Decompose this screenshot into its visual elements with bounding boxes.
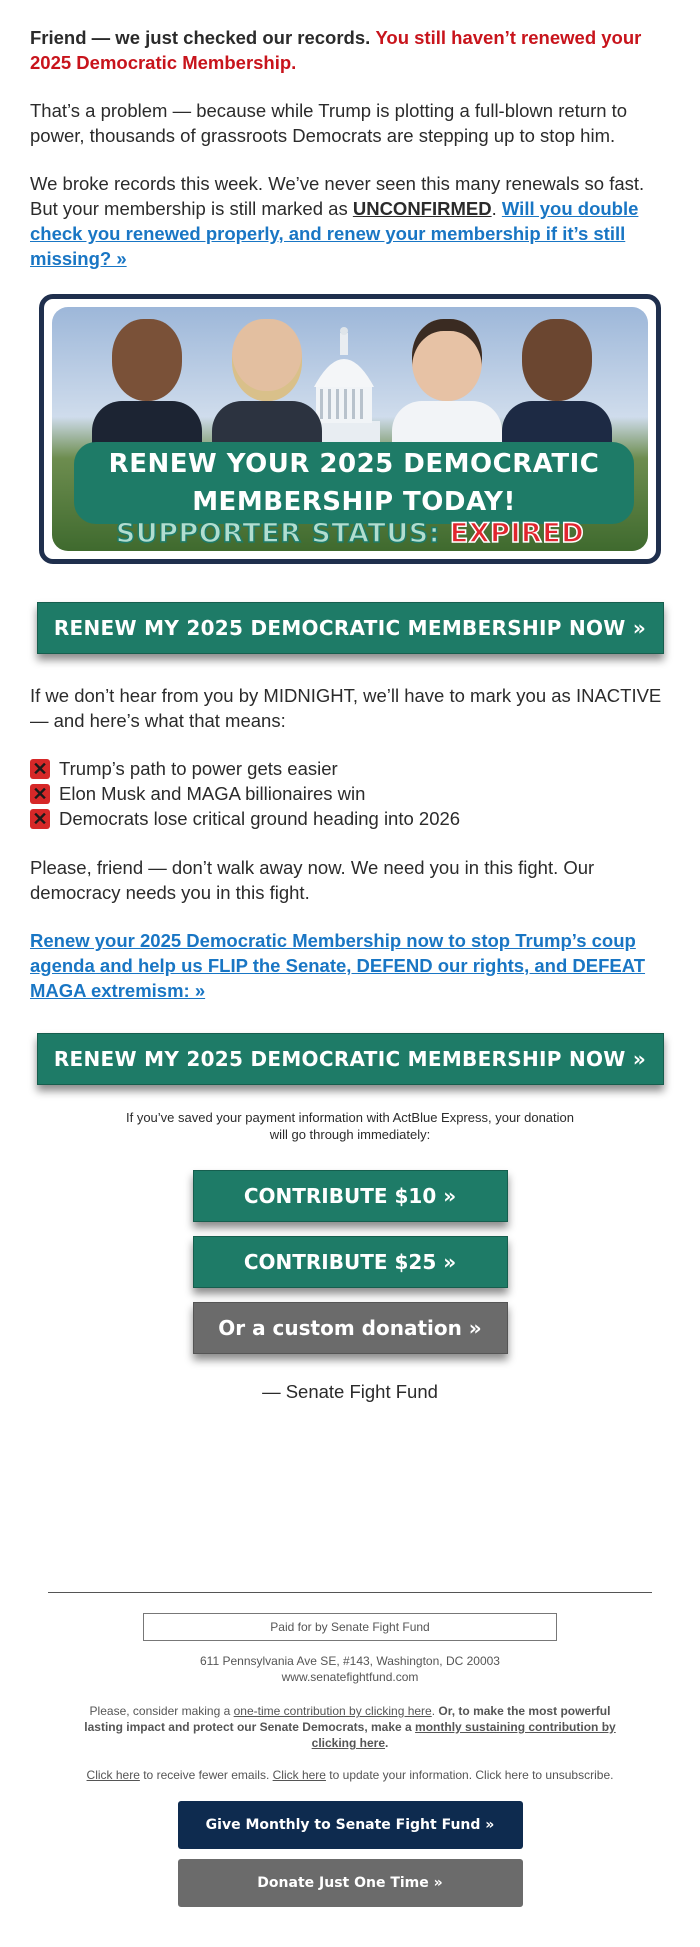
unconfirmed-status: UNCONFIRMED (352, 198, 492, 219)
records-text: We broke records this week. We’ve never seen this many renewals so fast. But your membership is still marked as (30, 173, 645, 219)
custom-donation-button[interactable]: Or a custom donation » (193, 1302, 508, 1354)
footer-consider-text (70, 1703, 630, 1751)
give-monthly-button[interactable]: Give Monthly to Senate Fight Fund » (178, 1801, 523, 1849)
hero-banner-line-2: MEMBERSHIP TODAY! (192, 487, 516, 517)
footer-divider (48, 1592, 652, 1593)
email-preferences (0, 1767, 700, 1783)
list-item (30, 781, 670, 806)
paragraph-trump-return: That’s a problem — because while Trump is plotting a full-blown return to power, thousands of grassroots Democrats are stepping up to stop him. (30, 100, 628, 146)
consider-bold: Or, to make the most powerful lasting impact and protect our Senate Democrats, make a (84, 1704, 611, 1734)
email-footer (0, 1592, 700, 1907)
paid-for-disclaimer: Paid for by Senate Fight Fund (143, 1613, 557, 1641)
supporter-status-label: SUPPORTER STATUS: (115, 518, 441, 549)
footer-website: www.senatefightfund.com (281, 1670, 419, 1684)
consider-prefix: Please, consider making a (89, 1704, 234, 1718)
cross-mark-icon: ✕ (30, 759, 50, 779)
donate-one-time-button[interactable]: Donate Just One Time » (178, 1859, 523, 1907)
cross-mark-icon: ✕ (30, 809, 50, 829)
records-punct: . (491, 198, 502, 219)
consider-mid: . (431, 1704, 439, 1718)
paragraph-cta (30, 928, 670, 1003)
email-body (30, 0, 670, 1403)
paragraph-records (30, 171, 670, 271)
supporter-status-value: EXPIRED (449, 518, 585, 549)
consequence-list (30, 756, 670, 831)
signature: — Senate Fight Fund (262, 1381, 438, 1402)
fewer-emails-text: to receive fewer emails. (139, 1768, 273, 1782)
monthly-contribution-link[interactable]: monthly sustaining contribution by clicking here (311, 1720, 616, 1750)
update-info-link[interactable]: Click here (272, 1768, 326, 1782)
one-time-contribution-link[interactable]: one-time contribution by clicking here (233, 1704, 432, 1718)
express-note-line-2: will go through immediately: (269, 1127, 431, 1142)
actblue-express-note (30, 1109, 670, 1143)
footer-address: 611 Pennsylvania Ave SE, #143, Washington, DC 20003 (200, 1654, 500, 1668)
hero-banner-line-1: RENEW YOUR 2025 DEMOCRATIC (108, 449, 600, 479)
fewer-emails-link[interactable]: Click here (86, 1768, 140, 1782)
cross-mark-icon: ✕ (30, 784, 50, 804)
intro-paragraph (30, 25, 670, 75)
renew-membership-button-top[interactable]: RENEW MY 2025 DEMOCRATIC MEMBERSHIP NOW » (37, 602, 664, 654)
hero-banner (74, 442, 634, 524)
contribute-10-button[interactable]: CONTRIBUTE $10 » (193, 1170, 508, 1222)
renew-cta-link[interactable]: Renew your 2025 Democratic Membership now to stop Trump’s coup agenda and help us FLIP the Senate, DEFEND our rights, and DEFEAT MAGA extremism: » (30, 930, 646, 1001)
hero-photo (52, 307, 648, 551)
intro-lead: Friend — we just checked our records. (30, 27, 371, 48)
contribute-25-button[interactable]: CONTRIBUTE $25 » (193, 1236, 508, 1288)
list-item (30, 756, 670, 781)
supporter-status (52, 519, 648, 549)
consequence-text: Trump’s path to power gets easier (59, 758, 338, 779)
list-item (30, 806, 670, 831)
consequence-text: Democrats lose critical ground heading into 2026 (59, 808, 461, 829)
paragraph-midnight: If we don’t hear from you by MIDNIGHT, we’ll have to mark you as INACTIVE — and here’s what that means: (30, 685, 662, 731)
renew-membership-button-bottom[interactable]: RENEW MY 2025 DEMOCRATIC MEMBERSHIP NOW » (37, 1033, 664, 1085)
footer-address-block (0, 1653, 700, 1685)
intro-alert: You still haven’t renewed your 2025 Democratic Membership. (30, 27, 642, 73)
double-check-link[interactable]: Will you double check you renewed properly, and renew your membership if it’s still missing? » (30, 198, 639, 269)
paragraph-dont-walk-away: Please, friend — don’t walk away now. We need you in this fight. Our democracy needs you in this fight. (30, 857, 595, 903)
consider-end: . (385, 1736, 389, 1750)
update-info-text: to update your information. Click here to unsubscribe. (325, 1768, 614, 1782)
express-note-line-1: If you’ve saved your payment information with ActBlue Express, your donation (125, 1110, 574, 1125)
hero-image[interactable] (39, 294, 661, 564)
consequence-text: Elon Musk and MAGA billionaires win (59, 783, 366, 804)
